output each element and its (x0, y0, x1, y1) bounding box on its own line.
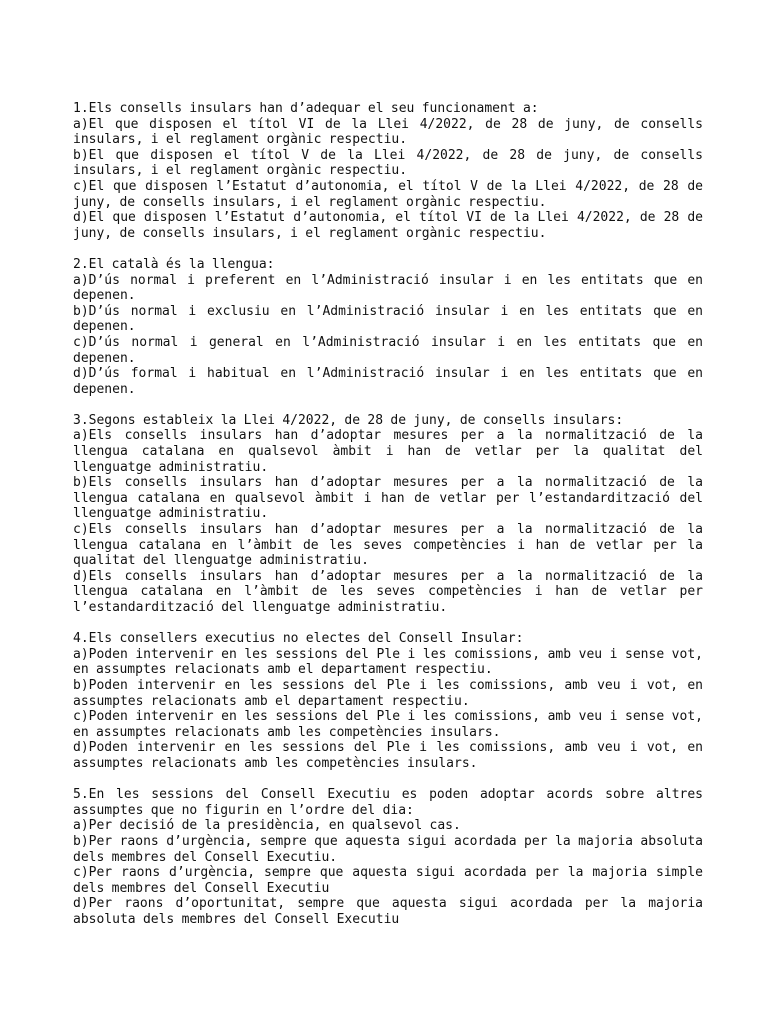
option-d: d)El que disposen l’Estatut d’autonomia, el títol VI de la Llei 4/2022, de 28 de juny, de consells insulars, i el reglament orgànic respectiu. (73, 210, 703, 241)
option-c: c)El que disposen l’Estatut d’autonomia, el títol V de la Llei 4/2022, de 28 de juny, de consells insulars, i el reglament orgànic respectiu. (73, 178, 703, 210)
document-page (73, 101, 703, 943)
question-title: 1.Els consells insulars han d’adequar el seu funcionament a: (73, 101, 539, 116)
option-a: a)Els consells insulars han d’adoptar mesures per a la normalització de la llengua catalana en qualsevol àmbit i han de vetlar per la qualitat del llenguatge administratiu. (73, 428, 703, 475)
option-b: b)Per raons d’urgència, sempre que aquesta sigui acordada per la majoria absoluta dels membres del Consell Executiu. (73, 833, 703, 865)
option-b: b)El que disposen el títol V de la Llei 4/2022, de 28 de juny, de consells insulars, i el reglament orgànic respectiu. (73, 147, 703, 179)
question-title: 3.Segons estableix la Llei 4/2022, de 28 de juny, de consells insulars: (73, 412, 624, 428)
option-a: a)El que disposen el títol VI de la Llei 4/2022, de 28 de juny, de consells insulars, i el reglament orgànic respectiu. (73, 116, 703, 148)
option-b: b)Els consells insulars han d’adoptar mesures per a la normalització de la llengua catalana en qualsevol àmbit i han de vetlar per l’estandardització del llenguatge administratiu. (73, 475, 703, 522)
option-c: c)Poden intervenir en les sessions del Ple i les comissions, amb veu i sense vot, en assumptes relacionats amb les competències insulars. (73, 709, 703, 740)
option-a: a)Per decisió de la presidència, en qualsevol cas. (73, 818, 461, 834)
question-title: 2.El català és la llengua: (73, 256, 275, 272)
option-b: b)D’ús normal i exclusiu en l’Administració insular i en les entitats que en depenen. (73, 303, 703, 335)
option-b: b)Poden intervenir en les sessions del Ple i les comissions, amb veu i vot, en assumptes relacionats amb el departament respectiu. (73, 677, 703, 709)
option-c: c)Els consells insulars han d’adoptar mesures per a la normalització de la llengua catalana en l’àmbit de les seves competències i han de vetlar per la qualitat del llenguatge administratiu. (73, 522, 703, 569)
question-5 (73, 787, 703, 927)
question-title: 5.En les sessions del Consell Executiu es poden adoptar acords sobre altres assumptes que no figurin en l’ordre del dia: (73, 787, 703, 818)
option-a: a)D’ús normal i preferent en l’Administració insular i en les entitats que en depenen. (73, 272, 703, 304)
question-2 (73, 257, 703, 397)
option-a: a)Poden intervenir en les sessions del Ple i les comissions, amb veu i sense vot, en assumptes relacionats amb el departament respectiu. (73, 646, 703, 678)
option-c: c)Per raons d’urgència, sempre que aquesta sigui acordada per la majoria simple dels membres del Consell Executiu (73, 865, 703, 896)
option-d: d)Per raons d’oportunitat, sempre que aquesta sigui acordada per la majoria absoluta dels membres del Consell Executiu (73, 896, 703, 927)
question-4 (73, 631, 703, 771)
option-d: d)D’ús formal i habitual en l’Administració insular i en les entitats que en depenen. (73, 366, 703, 397)
question-title: 4.Els consellers executius no electes del Consell Insular: (73, 631, 524, 647)
question-1 (73, 101, 703, 241)
option-c: c)D’ús normal i general en l’Administració insular i en les entitats que en depenen. (73, 334, 703, 366)
option-d: d)Els consells insulars han d’adoptar mesures per a la normalització de la llengua catalana en l’àmbit de les seves competències i han de vetlar per l’estandardització del llenguatge administratiu. (73, 568, 703, 615)
option-d: d)Poden intervenir en les sessions del Ple i les comissions, amb veu i vot, en assumptes relacionats amb les competències insulars. (73, 740, 703, 771)
question-3 (73, 413, 703, 616)
